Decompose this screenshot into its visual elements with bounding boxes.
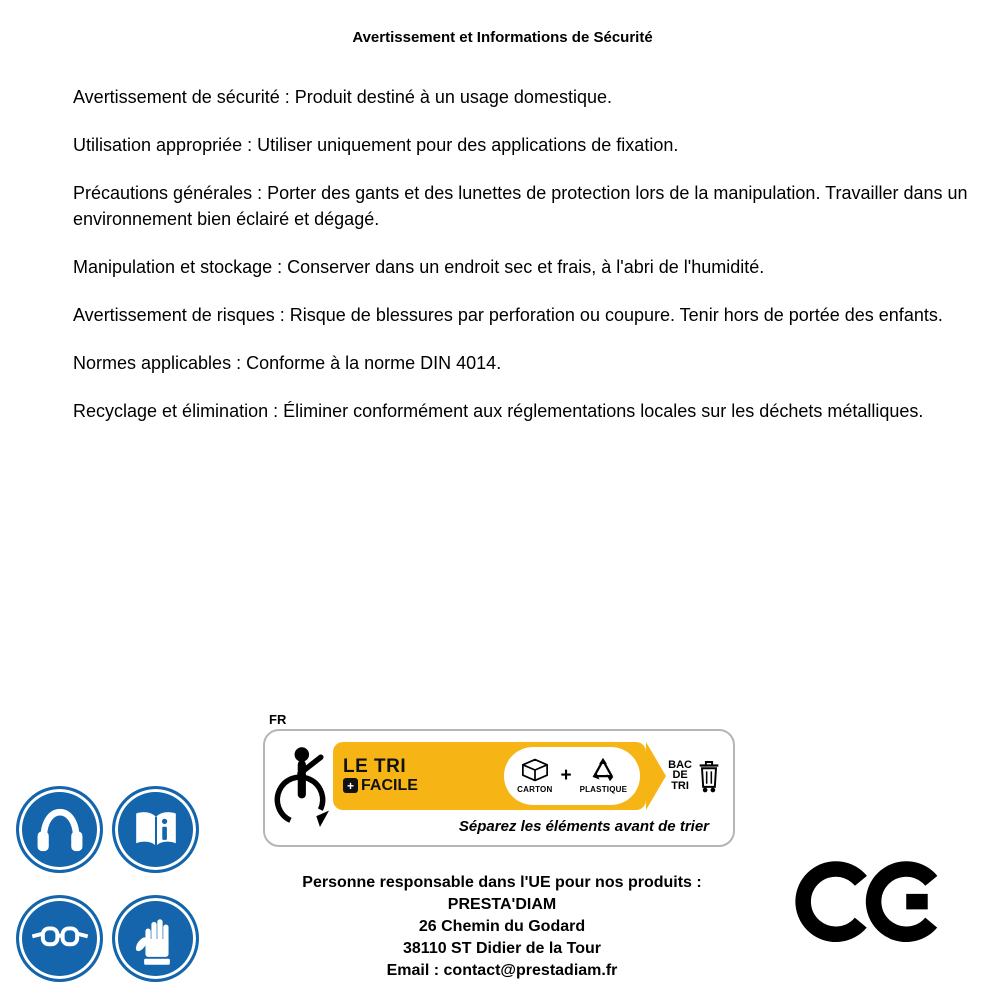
- materials-pill: [504, 747, 640, 805]
- country-code-label: FR: [269, 712, 287, 727]
- wear-eye-protection-icon: [16, 895, 103, 982]
- plus-separator: +: [560, 764, 572, 786]
- bac-line: DE: [672, 769, 688, 782]
- contact-email: Email : contact@prestadiam.fr: [386, 962, 618, 979]
- carton-icon: [520, 757, 550, 783]
- handling-storage-paragraph: Manipulation et stockage : Conserver dans un endroit sec et frais, à l'abri de l'humidité.: [73, 257, 765, 277]
- safety-text-block: [73, 84, 973, 446]
- risk-warning-paragraph: Avertissement de risques : Risque de blessures par perforation ou coupure. Tenir hors de portée des enfants.: [73, 305, 943, 325]
- ce-marking-icon: [795, 854, 947, 955]
- triman-icon: [271, 741, 329, 835]
- facile-label: FACILE: [361, 776, 418, 794]
- le-tri-facile-band: [333, 742, 646, 810]
- le-tri-label: LE TRI: [343, 755, 407, 777]
- trash-bin-icon: [695, 756, 723, 796]
- read-instruction-manual-icon: [112, 786, 199, 873]
- bac-line: BAC: [668, 758, 692, 771]
- plastic-recycling-icon: [588, 757, 618, 783]
- sorting-tagline: Séparez les éléments avant de trier: [458, 817, 709, 835]
- wear-protective-gloves-icon: [112, 895, 199, 982]
- recycling-disposal-paragraph: Recyclage et élimination : Éliminer conformément aux réglementations locales sur les déchets métalliques.: [73, 401, 924, 421]
- carton-item: [517, 757, 552, 794]
- company-name: PRESTA'DIAM: [447, 896, 557, 913]
- bac-de-tri-group: [668, 756, 723, 796]
- wear-ear-protection-icon: [16, 786, 103, 873]
- info-tri-section: [263, 712, 735, 847]
- responsible-person-block: [252, 872, 752, 982]
- mandatory-safety-icons: [16, 786, 199, 982]
- carton-label: CARTON: [517, 785, 553, 794]
- info-tri-banner: [263, 729, 735, 847]
- bac-line: TRI: [671, 779, 689, 792]
- plastique-label: PLASTIQUE: [579, 785, 628, 794]
- appropriate-use-paragraph: Utilisation appropriée : Utiliser uniquement pour des applications de fixation.: [73, 135, 679, 155]
- plastique-item: [580, 757, 628, 794]
- general-precautions-paragraph: Précautions générales : Porter des gants et des lunettes de protection lors de la manipulation. Travailler dans un environnement bien éclairé et dégagé.: [73, 183, 968, 229]
- standards-paragraph: Normes applicables : Conforme à la norme DIN 4014.: [73, 353, 502, 373]
- responsible-intro: Personne responsable dans l'UE pour nos produits :: [302, 874, 702, 891]
- page-title: Avertissement et Informations de Sécurité: [352, 29, 653, 46]
- address-street: 26 Chemin du Godard: [418, 918, 586, 935]
- headline-block: [343, 757, 418, 795]
- plus-icon: +: [343, 778, 358, 793]
- safety-warning-paragraph: Avertissement de sécurité : Produit destiné à un usage domestique.: [73, 87, 612, 107]
- address-city: 38110 ST Didier de la Tour: [403, 940, 601, 957]
- bac-de-tri-label: [668, 760, 692, 792]
